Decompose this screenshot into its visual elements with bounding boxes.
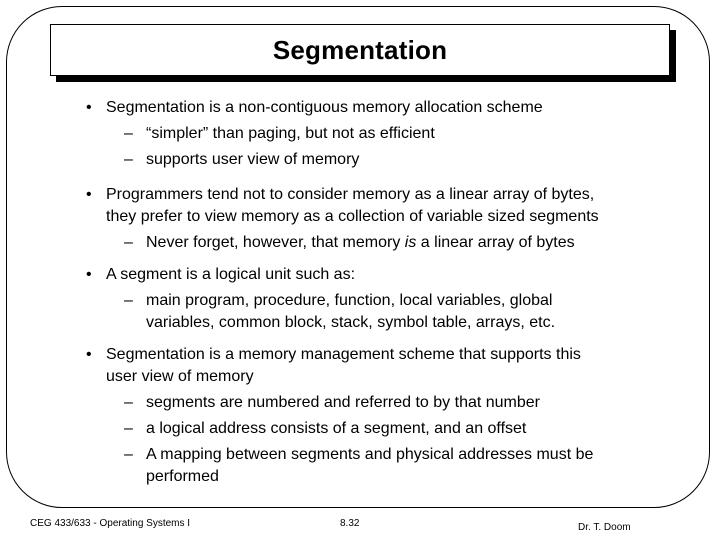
- bullet-3-main: [86, 264, 686, 286]
- bullet-2-text-line-2: they prefer to view memory as a collection of variable sized segments: [106, 208, 599, 225]
- bullet-4-main: [86, 344, 686, 388]
- bullet-3-sub-1-line-2: variables, common block, stack, symbol table, arrays, etc.: [146, 314, 556, 331]
- bullet-dot: •: [86, 99, 92, 116]
- bullet-4-sub-2-text: a logical address consists of a segment, and an offset: [146, 420, 527, 437]
- dash: –: [124, 420, 133, 437]
- bullet-2-text-line-1: Programmers tend not to consider memory as a linear array of bytes,: [106, 186, 595, 203]
- bullet-4-sub-3: [124, 444, 686, 488]
- footer-author: Dr. T. Doom: [578, 522, 631, 533]
- bullet-4-text-line-1: Segmentation is a memory management scheme that supports this: [106, 346, 581, 363]
- sub-text-before: Never forget, however, that memory: [146, 234, 405, 251]
- bullet-4-sub-3-line-1: A mapping between segments and physical addresses must be: [146, 446, 594, 463]
- bullet-2-sub-1-text: [146, 232, 686, 254]
- bullet-1-sub-2: [124, 149, 686, 171]
- bullet-4-sub-1-text: segments are numbered and referred to by that number: [146, 394, 540, 411]
- bullet-2-sub-1: [124, 232, 686, 254]
- title-box: [50, 24, 670, 76]
- bullet-dot: •: [86, 186, 92, 203]
- bullet-4-text-line-2: user view of memory: [106, 368, 254, 385]
- sub-text-after: a linear array of bytes: [416, 234, 575, 251]
- footer-course: CEG 433/633 - Operating Systems I: [30, 518, 191, 529]
- bullet-1-sub-1: [124, 123, 686, 145]
- bullet-2: [86, 184, 686, 254]
- bullet-1: [86, 97, 686, 171]
- bullet-2-main: [86, 184, 686, 228]
- bullet-4: [86, 344, 686, 488]
- bullet-dot: •: [86, 346, 92, 363]
- bullet-4-sub-2: [124, 418, 686, 440]
- bullet-1-sub-2-text: supports user view of memory: [146, 151, 360, 168]
- sub-text-emphasis: is: [404, 234, 417, 251]
- bullet-3: [86, 264, 686, 334]
- bullet-dot: •: [86, 266, 92, 283]
- dash: –: [124, 394, 133, 411]
- dash: –: [124, 151, 133, 168]
- footer-page-number: 8.32: [340, 518, 360, 529]
- bullet-4-sub-1: [124, 392, 686, 414]
- bullet-3-sub-1-line-1: main program, procedure, function, local variables, global: [146, 292, 553, 309]
- dash: –: [124, 125, 133, 142]
- bullet-1-main: [86, 97, 686, 119]
- dash: –: [124, 292, 133, 309]
- slide-title: Segmentation: [272, 34, 448, 65]
- bullet-1-sub-1-text: “simpler” than paging, but not as efficient: [146, 125, 435, 142]
- bullet-1-text: Segmentation is a non-contiguous memory allocation scheme: [106, 99, 543, 116]
- dash: –: [124, 446, 133, 463]
- bullet-3-sub-1: [124, 290, 686, 334]
- bullet-4-sub-3-line-2: performed: [146, 468, 219, 485]
- bullet-3-text: A segment is a logical unit such as:: [106, 266, 356, 283]
- dash: –: [124, 234, 133, 251]
